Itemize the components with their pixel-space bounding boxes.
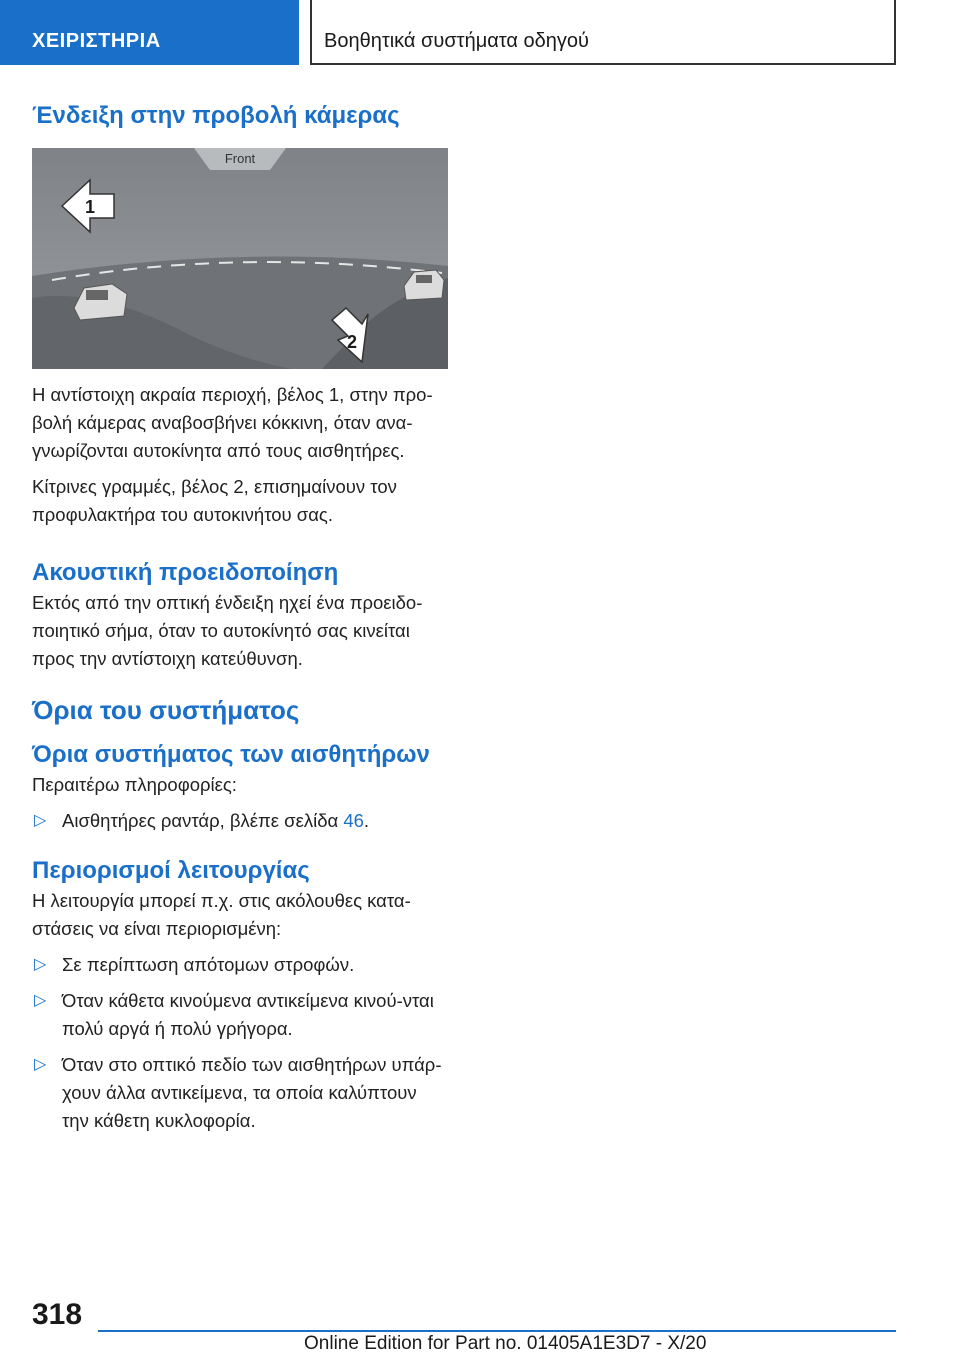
edition-info: Online Edition for Part no. 01405A1E3D7 - X/20 [304,1333,707,1354]
camera-view-paragraph-1: Η αντίστοιχη ακραία περιοχή, βέλος 1, στην προ-βολή κάμερας αναβοσβήνει κόκκινη, όταν ανα-γνωρίζονται αυτοκίνητα από τους αισθητήρες. [32,384,433,461]
function-item-3: Όταν στο οπτικό πεδίο των αισθητήρων υπάρ-χουν άλλα αντικείμενα, τα οποία καλύπτουν την κάθετη κυκλοφορία. [62,1054,442,1131]
section-title: ΧΕΙΡΙΣΤΗΡΙΑ [32,30,161,52]
page-number: 318 [32,1298,83,1331]
arrow-2-label: 2 [346,332,358,352]
function-item-1: Σε περίπτωση απότομων στροφών. [62,954,355,975]
camera-view-image [32,148,448,369]
camera-view-heading: Ένδειξη στην προβολή κάμερας [32,102,400,129]
page-content [32,100,448,1135]
chapter-header [312,0,896,65]
bullet-triangle-icon: ▷ [34,812,47,829]
bullet-triangle-icon: ▷ [34,956,47,973]
function-limits-intro: Η λειτουργία μπορεί π.χ. στις ακόλουθες κατα-στάσεις να είναι περιορισμένη: [32,890,411,939]
sensor-item-text: Αισθητήρες ραντάρ, βλέπε σελίδα [62,810,339,831]
bullet-triangle-icon: ▷ [34,1056,47,1073]
function-item-2: Όταν κάθετα κινούμενα αντικείμενα κινού-νται πολύ αργά ή πολύ γρήγορα. [62,990,434,1039]
sensor-limits-list [32,807,448,835]
acoustic-warning-paragraph: Εκτός από την οπτική ένδειξη ηχεί ένα προειδο-ποιητικό σήμα, όταν το αυτοκίνητό σας κινείται προς την αντίστοιχη κατεύθυνση. [32,592,423,669]
sensor-limits-heading: Όρια συστήματος των αισθητήρων [32,741,430,768]
list-item [32,987,448,1043]
acoustic-warning-heading: Ακουστική προειδοποίηση [32,559,339,586]
page-reference-link[interactable]: 46 [343,810,364,831]
chapter-title: Βοηθητικά συστήματα οδηγού [324,30,589,52]
function-limits-list [32,951,448,1135]
list-item [32,807,448,835]
system-limits-heading: Όρια του συστήματος [32,695,300,725]
front-label: Front [224,151,256,166]
list-item [32,951,448,979]
sensor-item-end: . [363,810,370,831]
footer-rule [98,1330,896,1332]
function-limits-heading: Περιορισμοί λειτουργίας [32,857,310,884]
list-item [32,1051,448,1135]
arrow-1-label: 1 [84,197,96,217]
camera-view-paragraph-2: Κίτρινες γραμμές, βέλος 2, επισημαίνουν τον προφυλακτήρα του αυτοκινήτου σας. [32,476,397,525]
bullet-triangle-icon: ▷ [34,992,47,1009]
sensor-limits-intro: Περαιτέρω πληροφορίες: [32,774,237,795]
section-tab [0,0,299,65]
